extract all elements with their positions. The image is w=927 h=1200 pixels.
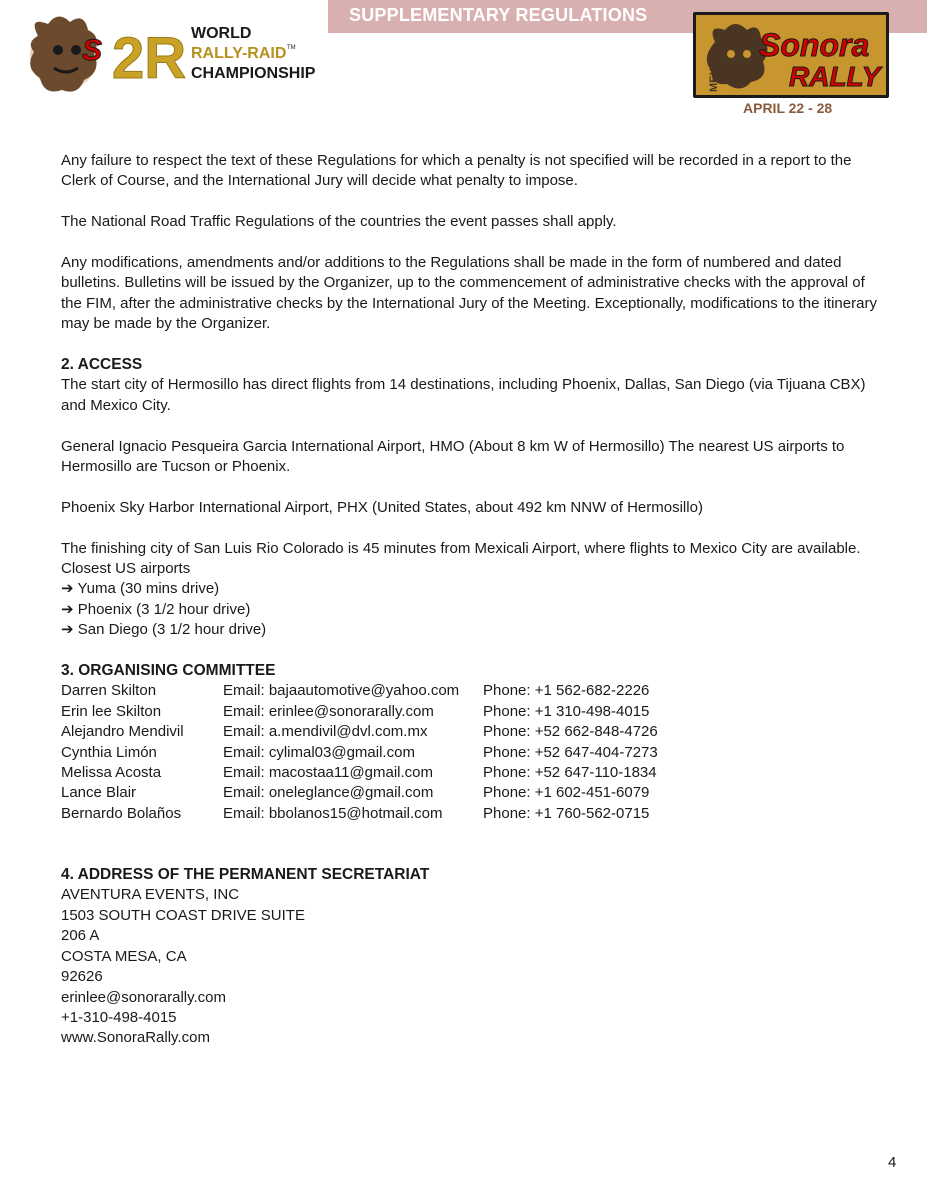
member-phone: Phone: +1 602-451-6079 — [483, 784, 650, 802]
section-heading-committee: 3. ORGANISING COMMITTEE — [61, 662, 276, 680]
address-line: AVENTURA EVENTS, INC — [61, 886, 240, 904]
section-heading-secretariat: 4. ADDRESS OF THE PERMANENT SECRETARIAT — [61, 866, 430, 884]
access-paragraph: Closest US airports — [61, 560, 191, 578]
member-email: Email: bajaautomotive@yahoo.com — [223, 682, 460, 700]
access-paragraph: The finishing city of San Luis Rio Colorado is 45 minutes from Mexicali Airport, where flights to Mexico City are available. — [61, 539, 861, 557]
spacer — [61, 233, 881, 253]
member-name: Erin lee Skilton — [61, 702, 162, 720]
svg-text:TM: TM — [287, 45, 296, 51]
spacer — [61, 477, 881, 497]
member-phone: Phone: +1 310-498-4015 — [483, 702, 650, 720]
member-name: Lance Blair — [61, 784, 137, 802]
committee-row — [61, 783, 881, 803]
airport-list-item: ➔ Yuma (30 mins drive) — [61, 580, 220, 598]
spacer — [61, 641, 881, 661]
spacer — [61, 518, 881, 538]
member-email: Email: a.mendivil@dvl.com.mx — [223, 723, 428, 741]
svg-text:MEXICO: MEXICO — [708, 48, 720, 92]
svg-text:RALLY-RAID: RALLY-RAID — [191, 45, 287, 62]
member-email: Email: oneleglance@gmail.com — [223, 784, 434, 802]
member-phone: Phone: +1 562-682-2226 — [483, 682, 650, 700]
intro-paragraph: Any failure to respect the text of these Regulations for which a penalty is not specified will be recorded in a report to the Clerk of Course, and the International Jury will decide what penalty to impose. — [61, 152, 852, 190]
member-phone: Phone: +52 647-404-7273 — [483, 743, 658, 761]
member-name: Alejandro Mendivil — [61, 723, 184, 741]
member-email: Email: cylimal03@gmail.com — [223, 743, 415, 761]
access-paragraph: Phoenix Sky Harbor International Airport, PHX (United States, about 492 km NNW of Hermosillo) — [61, 498, 703, 516]
access-paragraph: The start city of Hermosillo has direct flights from 14 destinations, including Phoenix, Dallas, San Diego (via Tijuana CBX) and Mexico City. — [61, 376, 866, 414]
svg-text:S: S — [82, 34, 103, 67]
member-email: Email: bbolanos15@hotmail.com — [223, 804, 443, 822]
committee-row — [61, 722, 881, 742]
address-phone: +1-310-498-4015 — [61, 1008, 177, 1026]
address-line: 206 A — [61, 927, 100, 945]
member-name: Bernardo Bolaños — [61, 804, 182, 822]
address-line: 1503 SOUTH COAST DRIVE SUITE — [61, 906, 305, 924]
event-dates: APRIL 22 - 28 — [743, 100, 833, 116]
member-phone: Phone: +1 760-562-0715 — [483, 804, 650, 822]
spacer — [61, 824, 881, 844]
spacer — [61, 335, 881, 355]
committee-row — [61, 681, 881, 701]
address-line: 92626 — [61, 968, 103, 986]
member-phone: Phone: +52 647-110-1834 — [483, 764, 657, 782]
regulations-content — [61, 151, 881, 1049]
committee-row — [61, 743, 881, 763]
member-email: Email: macostaa11@gmail.com — [223, 764, 434, 782]
svg-text:RALLY: RALLY — [789, 61, 881, 92]
member-phone: Phone: +52 662-848-4726 — [483, 723, 658, 741]
committee-row — [61, 763, 881, 783]
member-name: Melissa Acosta — [61, 764, 162, 782]
airport-list-item: ➔ San Diego (3 1/2 hour drive) — [61, 621, 267, 639]
committee-row — [61, 804, 881, 824]
committee-row — [61, 702, 881, 722]
address-line: COSTA MESA, CA — [61, 947, 187, 965]
svg-text:WORLD: WORLD — [191, 25, 252, 42]
spacer — [61, 845, 881, 865]
svg-text:2R: 2R — [112, 26, 187, 91]
member-name: Darren Skilton — [61, 682, 157, 700]
page-number: 4 — [888, 1154, 897, 1171]
section-heading-access: 2. ACCESS — [61, 356, 143, 374]
address-email: erinlee@sonorarally.com — [61, 988, 227, 1006]
spacer — [61, 416, 881, 436]
intro-paragraph: The National Road Traffic Regulations of the countries the event passes shall apply. — [61, 213, 617, 231]
svg-text:CHAMPIONSHIP: CHAMPIONSHIP — [191, 65, 316, 82]
member-email: Email: erinlee@sonorarally.com — [223, 702, 434, 720]
access-paragraph: General Ignacio Pesqueira Garcia International Airport, HMO (About 8 km W of Hermosillo) The nearest US airports to Hermosillo are Tucson or Phoenix. — [61, 437, 845, 476]
event-logo — [693, 12, 889, 98]
document-title: SUPPLEMENTARY REGULATIONS — [349, 5, 648, 25]
svg-text:Sonora: Sonora — [759, 27, 870, 63]
intro-paragraph: Any modifications, amendments and/or additions to the Regulations shall be made in the form of numbered and dated bulletins. Bulletins will be issued by the Organizer, up to the commencement of administrative checks with the approval of the FIM, after the administrative checks by the International Jury of the Meeting. Exceptionally, modifications to the itinerary may be made by the Organizer. — [61, 254, 877, 333]
address-website: www.SonoraRally.com — [61, 1029, 210, 1047]
airport-list-item: ➔ Phoenix (3 1/2 hour drive) — [61, 600, 251, 618]
series-logo — [18, 6, 318, 98]
spacer — [61, 192, 881, 212]
member-name: Cynthia Limón — [61, 743, 157, 761]
